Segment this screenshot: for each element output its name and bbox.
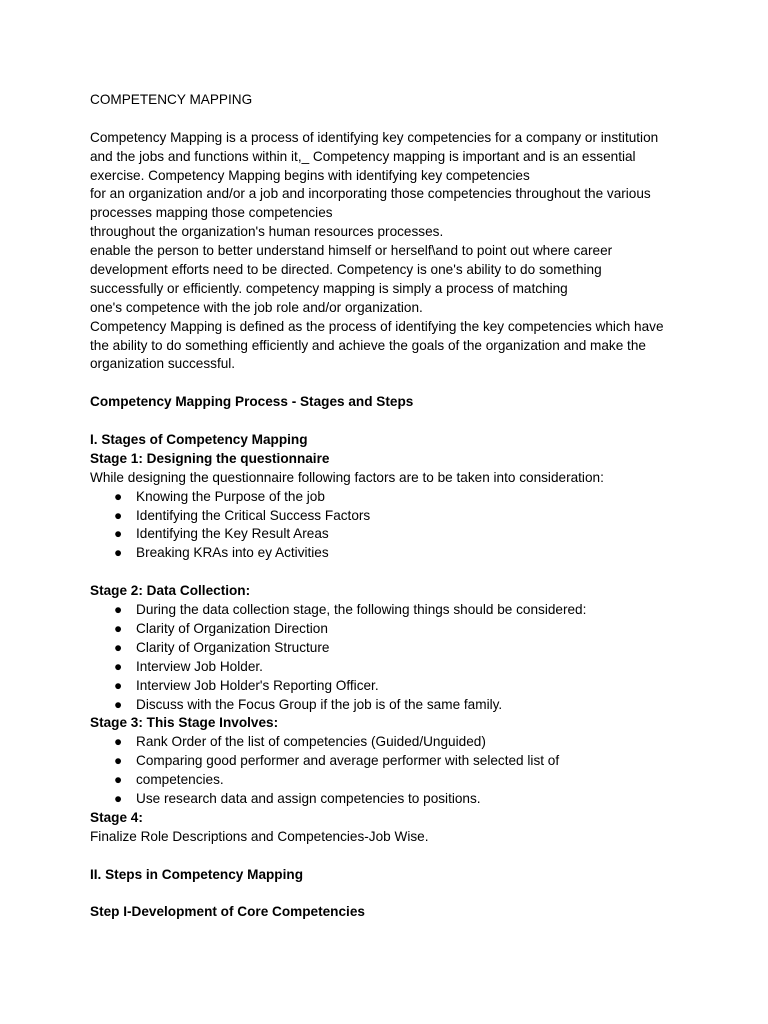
intro-line: Competency Mapping is defined as the process of identifying the key competencies which have	[90, 318, 664, 334]
bullet-icon: ●	[114, 753, 123, 769]
list-item-text: During the data collection stage, the following things should be considered:	[136, 602, 587, 618]
spacer	[90, 847, 690, 866]
list-item	[90, 544, 690, 563]
intro-line: Competency Mapping is a process of identifying key competencies for a company or institution	[90, 129, 659, 145]
list-item	[90, 733, 690, 752]
list-item	[90, 696, 690, 715]
list-item-text: Rank Order of the list of competencies (Guided/Unguided)	[136, 734, 486, 750]
list-item	[90, 601, 690, 620]
list-item-text: competencies.	[136, 772, 224, 788]
list-item	[90, 639, 690, 658]
list-item-text: Interview Job Holder.	[136, 658, 263, 674]
list-item	[90, 658, 690, 677]
intro-line: one's competence with the job role and/or organization.	[90, 299, 423, 315]
stage4-text: Finalize Role Descriptions and Competencies-Job Wise.	[90, 828, 429, 844]
document-title: COMPETENCY MAPPING	[90, 92, 253, 107]
intro-line: for an organization and/or a job and incorporating those competencies throughout the various	[90, 186, 651, 202]
bullet-icon: ●	[114, 507, 123, 523]
intro-paragraph	[90, 129, 690, 375]
stages-heading: I. Stages of Competency Mapping	[90, 432, 308, 448]
list-item	[90, 620, 690, 639]
stage1-text: While designing the questionnaire following factors are to be taken into consideration:	[90, 469, 604, 485]
list-item	[90, 752, 690, 771]
stage2-heading: Stage 2: Data Collection:	[90, 583, 251, 599]
intro-line: processes mapping those competencies	[90, 205, 333, 221]
spacer	[90, 374, 690, 393]
stage3-heading: Stage 3: This Stage Involves:	[90, 715, 279, 731]
spacer	[90, 884, 690, 903]
list-item	[90, 525, 690, 544]
spacer	[90, 412, 690, 431]
bullet-icon: ●	[114, 620, 123, 636]
stage2-list	[90, 601, 690, 714]
bullet-icon: ●	[114, 772, 123, 788]
intro-line: successfully or efficiently. competency mapping is simply a process of matching	[90, 280, 568, 296]
list-item-text: Clarity of Organization Direction	[136, 620, 328, 636]
intro-line: and the jobs and functions within it,_ Competency mapping is important and is an essential	[90, 148, 636, 164]
bullet-icon: ●	[114, 677, 123, 693]
bullet-icon: ●	[114, 790, 123, 806]
list-item-text: Discuss with the Focus Group if the job is of the same family.	[136, 696, 503, 712]
list-item-text: Clarity of Organization Structure	[136, 639, 330, 655]
spacer	[90, 110, 690, 129]
list-item-text: Use research data and assign competencies to positions.	[136, 790, 481, 806]
bullet-icon: ●	[114, 639, 123, 655]
spacer	[90, 563, 690, 582]
bullet-icon: ●	[114, 488, 123, 504]
steps-heading: II. Steps in Competency Mapping	[90, 866, 303, 882]
list-item	[90, 790, 690, 809]
step1-heading: Step I-Development of Core Competencies	[90, 904, 365, 920]
list-item	[90, 488, 690, 507]
bullet-icon: ●	[114, 602, 123, 618]
list-item-text: Breaking KRAs into ey Activities	[136, 545, 329, 561]
list-item-text: Comparing good performer and average performer with selected list of	[136, 753, 560, 769]
list-item-text: Interview Job Holder's Reporting Officer.	[136, 677, 379, 693]
list-item	[90, 771, 690, 790]
intro-line: throughout the organization's human resources processes.	[90, 224, 444, 240]
list-item-text: Knowing the Purpose of the job	[136, 488, 325, 504]
bullet-icon: ●	[114, 658, 123, 674]
list-item	[90, 677, 690, 696]
intro-line: the ability to do something efficiently and achieve the goals of the organization and make the	[90, 337, 646, 353]
intro-line: organization successful.	[90, 356, 236, 372]
bullet-icon: ●	[114, 734, 123, 750]
stage1-heading: Stage 1: Designing the questionnaire	[90, 450, 330, 466]
document-page	[90, 91, 690, 922]
stage4-heading: Stage 4:	[90, 809, 143, 825]
intro-line: enable the person to better understand himself or herself\and to point out where career	[90, 243, 613, 259]
process-heading: Competency Mapping Process - Stages and Steps	[90, 394, 414, 410]
bullet-icon: ●	[114, 526, 123, 542]
stage1-list	[90, 488, 690, 564]
intro-line: exercise. Competency Mapping begins with identifying key competencies	[90, 167, 530, 183]
intro-line: development efforts need to be directed. Competency is one's ability to do something	[90, 262, 602, 278]
bullet-icon: ●	[114, 545, 123, 561]
list-item-text: Identifying the Critical Success Factors	[136, 507, 371, 523]
list-item-text: Identifying the Key Result Areas	[136, 526, 329, 542]
bullet-icon: ●	[114, 696, 123, 712]
stage3-list	[90, 733, 690, 809]
list-item	[90, 507, 690, 526]
